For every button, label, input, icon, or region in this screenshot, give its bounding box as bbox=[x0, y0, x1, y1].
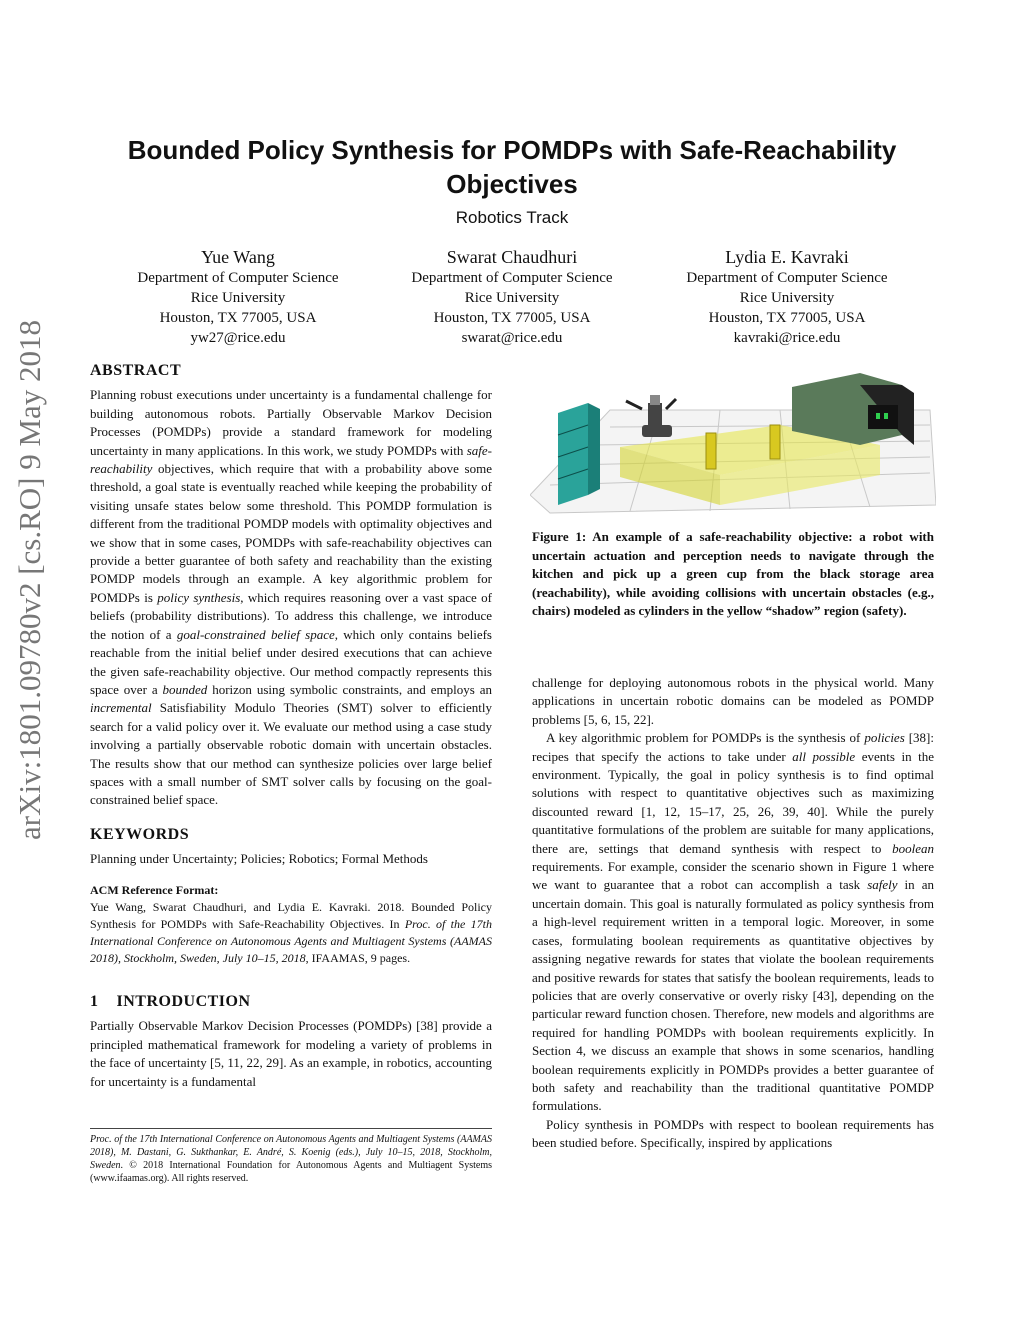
author-name: Lydia E. Kavraki bbox=[725, 247, 849, 267]
figure-1-caption: Figure 1: An example of a safe-reachability objective: a robot with uncertain actuation and perception needs to navigate through the kitchen and pick up a green cup from the black storage area (reachability), while avoiding collisions with uncertain obstacles (e.g., chairs) modeled as cylinders in the yellow “shadow” region (safety). bbox=[532, 529, 934, 618]
acm-heading: ACM Reference Format: bbox=[90, 882, 219, 897]
shelf-left bbox=[558, 403, 600, 505]
acm-reference: Yue Wang, Swarat Chaudhuri, and Lydia E. Kavraki. 2018. Bounded Policy Synthesis for POMDPs with Safe-Reachability Objectives. In Proc. of the 17th International Conference on Autonomous Agents and Multiagent Systems (AAMAS 2018), Stockholm, Sweden, July 10–15, 2018, IFAAMAS, 9 pages. bbox=[90, 899, 492, 965]
footnote: Proc. of the 17th International Conference on Autonomous Agents and Multiagent Systems (AAMAS 2018), M. Dastani, G. Sukthankar, E. André, S. Koenig (eds.), July 10–15, 2018, Stockholm, Sweden. © 2018 International Foundation for Autonomous Agents and Multiagent Systems (www.ifaamas.org). All rights reserved. bbox=[90, 1134, 492, 1184]
figure-1-image bbox=[530, 365, 936, 515]
footnote-rule bbox=[90, 1128, 492, 1129]
intro-heading: 1 INTRODUCTION bbox=[90, 992, 251, 1010]
author-dept: Department of Computer Science bbox=[411, 270, 613, 286]
author-univ: Rice University bbox=[739, 290, 835, 306]
abstract-heading: ABSTRACT bbox=[90, 362, 182, 379]
author-dept: Department of Computer Science bbox=[137, 270, 339, 286]
right-paragraph-2: A key algorithmic problem for POMDPs is the synthesis of policies [38]: recipes that specify the actions to take under all possible events in the environment. Typically, the goal in policy synthesis is to find optimal solutions with respect to quantitative objectives such as maximizing discounted reward [1, 12, 15–17, 25, 26, 39, 40]. While the purely quantitative formulations of the problem are suitable for many applications, there are, settings that demand synthesis with respect to boolean requirements. For example, consider the scenario shown in Figure 1 where we want to guarantee that a robot can accomplish a task safely in an uncertain domain. This goal is naturally formulated as policy synthesis from a high-level requirement written in a temporal logic. Moreover, in some cases, formulating boolean requirements as quantitative objectives by assigning negative rewards for states that violate the boolean requirements and positive rewards for states that satisfy the boolean requirements, leads to policies that are overly conservative or overly risky [43], depending on the particular reward function chosen. Therefore, new models and algorithms are required for handling POMDPs with boolean requirements explicitly. In Section 4, we discuss an example that shows in some scenarios, handling boolean requirements explicitly in POMDPs provides a better guarantee of both safety and reachability than the traditional quantitative POMDP formulations. bbox=[532, 730, 934, 1114]
left-column bbox=[90, 362, 492, 1091]
right-paragraph-3: Policy synthesis in POMDPs with respect to boolean requirements has been studied before. Specifically, inspired by applications bbox=[532, 1116, 934, 1151]
author-dept: Department of Computer Science bbox=[686, 270, 888, 286]
author-univ: Rice University bbox=[464, 290, 560, 306]
author-address: Houston, TX 77005, USA bbox=[159, 310, 317, 326]
paper-title bbox=[60, 133, 964, 201]
author-email: yw27@rice.edu bbox=[190, 330, 286, 346]
right-column bbox=[532, 674, 934, 1153]
author-name: Yue Wang bbox=[201, 247, 275, 267]
abstract-text: Planning robust executions under uncertainty is a fundamental challenge for building autonomous robots. Partially Observable Markov Decision Processes (POMDPs) provide a standard framework for modeling uncertainty in many applications. In this work, we study POMDPs with safe-reachability objectives, which require that with a probability above some threshold, a goal state is eventually reached while keeping the probability of visiting unsafe states below some threshold. This POMDP formulation is different from the traditional POMDP models with optimality objectives and we show that in some cases, POMDPs with safe-reachability objectives can provide a better guarantee of both safety and reachability than the existing POMDP models through an example. A key algorithmic problem for POMDPs is policy synthesis, which requires reasoning over a vast space of beliefs (probability distributions). To address this challenge, we introduce the notion of a goal-constrained belief space, which only contains beliefs reachable from the initial belief under desired executions that can achieve the given safe-reachability objective. Our method compactly represents this space over a bounded horizon using symbolic constraints, and employs an incremental Satisfiability Modulo Theories (SMT) solver to efficiently search for a valid policy over it. We evaluate our method using a case study involving a partially observable robotic domain with uncertain obstacles. The results show that our method can synthesize policies over large belief spaces with a small number of SMT solver calls by focusing on the goal-constrained belief space. bbox=[90, 387, 492, 808]
author-email: swarat@rice.edu bbox=[461, 330, 563, 346]
arxiv-identifier: arXiv:1801.09780v2 [cs.RO] 9 May 2018 bbox=[12, 319, 47, 840]
intro-text: Partially Observable Markov Decision Processes (POMDPs) [38] provide a principled mathematical framework for modeling a variety of problems in the face of uncertainty [5, 11, 22, 29]. As an example, in robotics, accounting for uncertainty is a fundamental bbox=[90, 1018, 492, 1089]
author-name: Swarat Chaudhuri bbox=[446, 247, 578, 267]
author-email: kavraki@rice.edu bbox=[733, 330, 841, 346]
track-label: Robotics Track bbox=[455, 208, 569, 227]
author-block-3 bbox=[657, 246, 917, 348]
author-univ: Rice University bbox=[190, 290, 286, 306]
title-line-1: Bounded Policy Synthesis for POMDPs with Safe-Reachability bbox=[127, 135, 897, 165]
keywords-text: Planning under Uncertainty; Policies; Robotics; Formal Methods bbox=[90, 851, 428, 867]
title-line-2: Objectives bbox=[446, 169, 578, 199]
keywords-heading: KEYWORDS bbox=[90, 825, 190, 843]
author-block-2 bbox=[382, 246, 642, 348]
author-address: Houston, TX 77005, USA bbox=[433, 310, 591, 326]
author-block-1 bbox=[108, 246, 368, 348]
right-paragraph-1: challenge for deploying autonomous robots in the physical world. Many applications in uncertain robotic domains can be modeled as POMDP problems [5, 6, 15, 22]. bbox=[532, 675, 934, 727]
storage-cabinet bbox=[792, 373, 914, 445]
author-address: Houston, TX 77005, USA bbox=[708, 310, 866, 326]
